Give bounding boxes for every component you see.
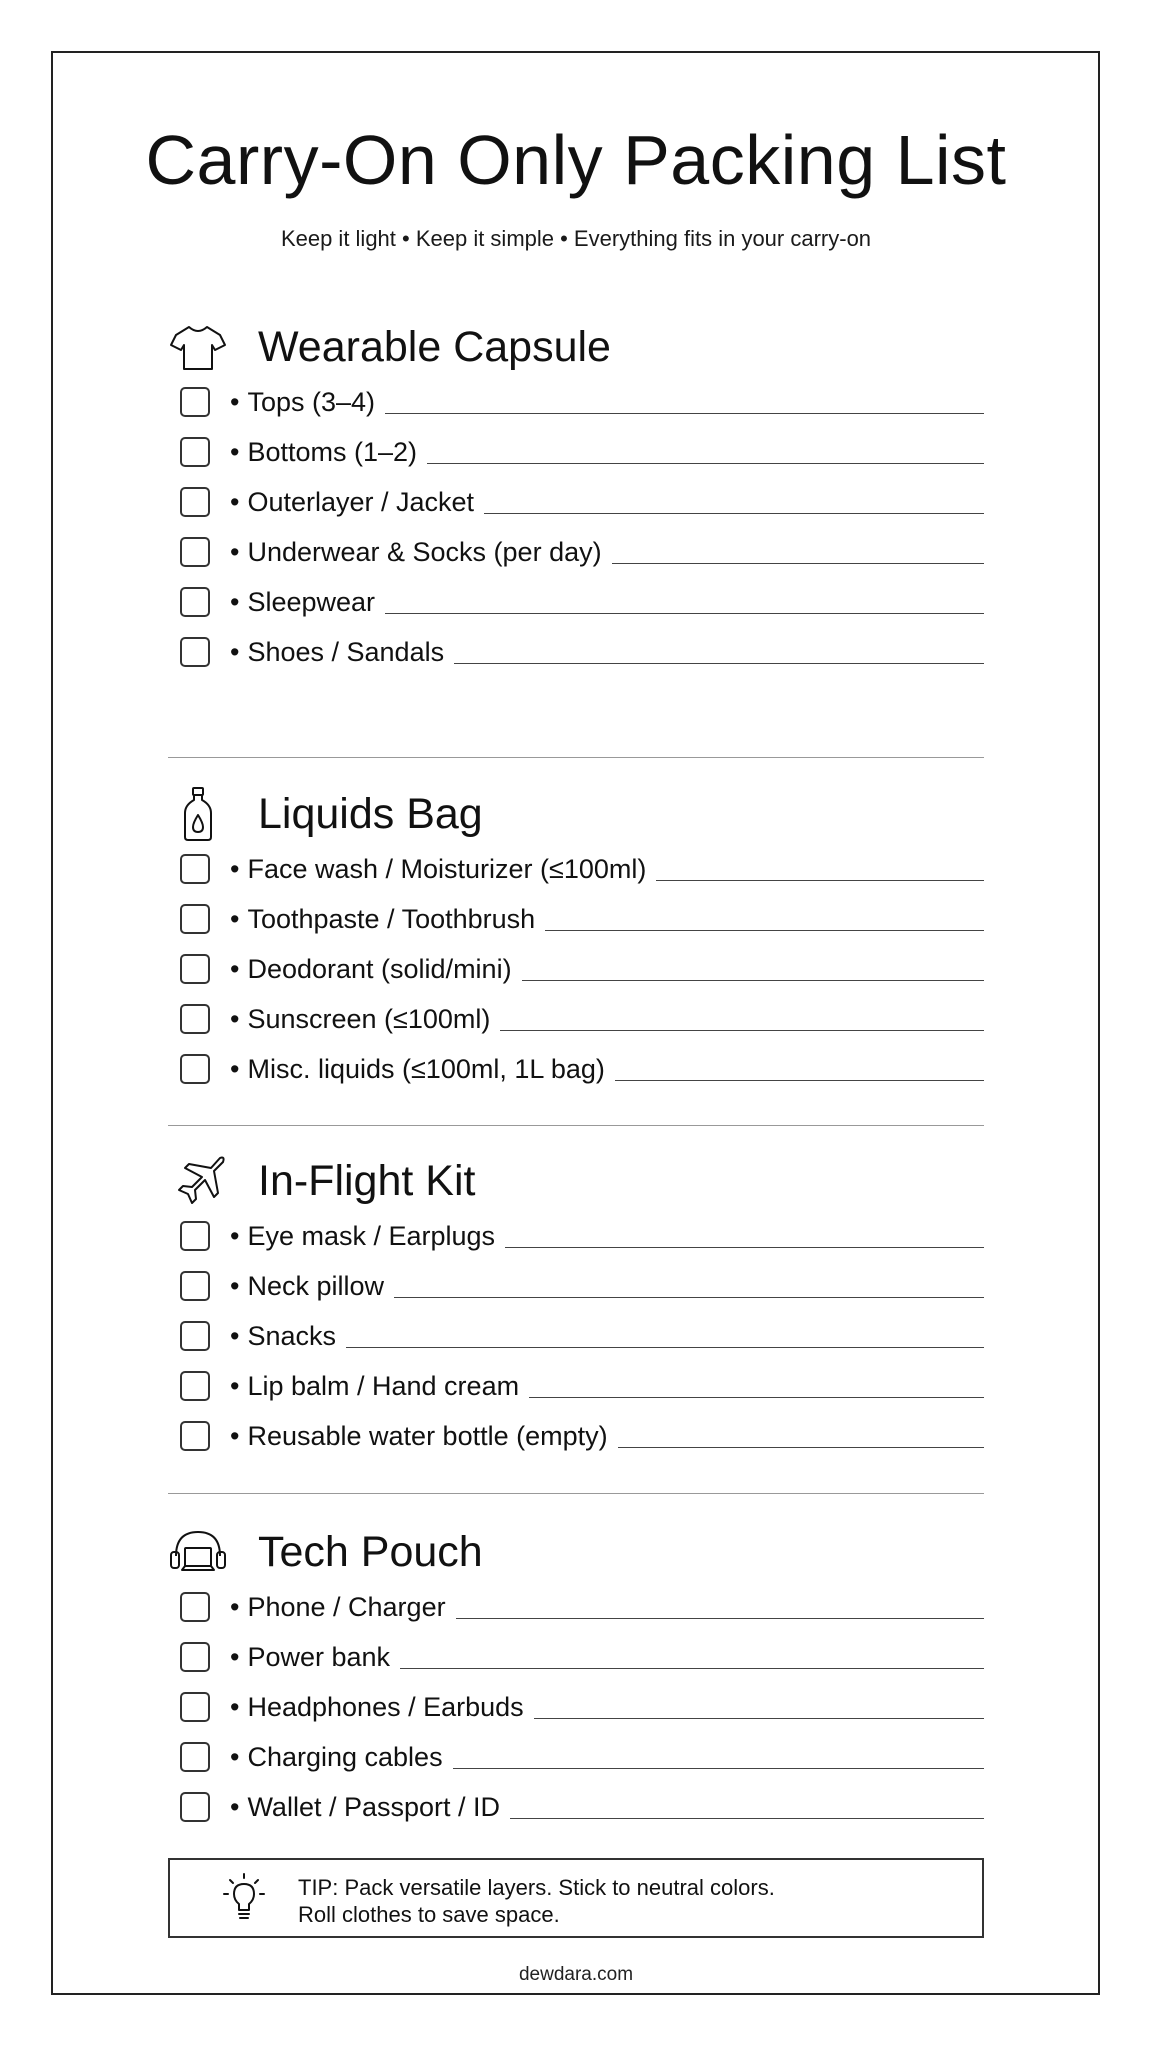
write-in-line[interactable] [500,1030,984,1031]
write-in-line[interactable] [394,1297,984,1298]
write-in-line[interactable] [612,563,984,564]
section-divider [168,757,984,758]
tip-text [298,1874,775,1928]
item-label: • Phone / Charger [230,1592,446,1623]
item-label: • Misc. liquids (≤100ml, 1L bag) [230,1054,605,1085]
write-in-line[interactable] [656,880,984,881]
list-item [168,844,984,894]
item-label: • Headphones / Earbuds [230,1692,524,1723]
checkbox[interactable] [180,854,210,884]
list-item [168,1682,984,1732]
section-liquids-bag [168,780,984,1094]
page-subtitle: Keep it light • Keep it simple • Everything fits in your carry-on [280,226,872,251]
section-header [168,313,984,377]
airplane-icon [168,1153,228,1209]
write-in-line[interactable] [505,1247,984,1248]
list-item [168,1411,984,1461]
write-in-line[interactable] [453,1768,984,1769]
section-tech-pouch [168,1518,984,1832]
list-item [168,627,984,677]
checkbox[interactable] [180,437,210,467]
checkbox[interactable] [180,904,210,934]
checklist [168,377,984,677]
write-in-line[interactable] [400,1668,984,1669]
list-item [168,527,984,577]
list-item [168,994,984,1044]
item-label: • Sleepwear [230,587,375,618]
item-label: • Wallet / Passport / ID [230,1792,500,1823]
tshirt-icon [168,319,228,375]
item-label: • Eye mask / Earplugs [230,1221,495,1252]
write-in-line[interactable] [385,413,984,414]
tip-box [168,1858,984,1938]
list-item [168,944,984,994]
item-label: • Deodorant (solid/mini) [230,954,512,985]
checklist [168,844,984,1094]
section-wearable-capsule [168,313,984,677]
section-title: Wearable Capsule [258,323,611,371]
list-item [168,1211,984,1261]
write-in-line[interactable] [522,980,984,981]
tip-line-2: Roll clothes to save space. [298,1902,560,1927]
item-label: • Neck pillow [230,1271,384,1302]
write-in-line[interactable] [534,1718,984,1719]
write-in-line[interactable] [510,1818,984,1819]
section-title: In-Flight Kit [258,1157,476,1205]
item-label: • Bottoms (1–2) [230,437,417,468]
write-in-line[interactable] [454,663,984,664]
list-item [168,1582,984,1632]
item-label: • Shoes / Sandals [230,637,444,668]
checkbox[interactable] [180,1792,210,1822]
list-item [168,477,984,527]
item-label: • Underwear & Socks (per day) [230,537,602,568]
write-in-line[interactable] [385,613,984,614]
checkbox[interactable] [180,1054,210,1084]
section-title: Tech Pouch [258,1528,483,1576]
write-in-line[interactable] [456,1618,984,1619]
checkbox[interactable] [180,1642,210,1672]
checkbox[interactable] [180,1692,210,1722]
section-title: Liquids Bag [258,790,483,838]
checkbox[interactable] [180,1221,210,1251]
list-item [168,1311,984,1361]
item-label: • Lip balm / Hand cream [230,1371,519,1402]
list-item [168,377,984,427]
section-header [168,1147,984,1211]
write-in-line[interactable] [618,1447,984,1448]
item-label: • Tops (3–4) [230,387,375,418]
item-label: • Charging cables [230,1742,443,1773]
checklist [168,1211,984,1461]
page-title: Carry-On Only Packing List [145,121,1007,199]
checkbox[interactable] [180,1371,210,1401]
write-in-line[interactable] [427,463,984,464]
item-label: • Face wash / Moisturizer (≤100ml) [230,854,646,885]
write-in-line[interactable] [545,930,984,931]
item-label: • Snacks [230,1321,336,1352]
headphones-laptop-icon [168,1524,228,1580]
section-header [168,1518,984,1582]
item-label: • Reusable water bottle (empty) [230,1421,608,1452]
item-label: • Sunscreen (≤100ml) [230,1004,490,1035]
checkbox[interactable] [180,1271,210,1301]
list-item [168,1361,984,1411]
checkbox[interactable] [180,1421,210,1451]
checklist [168,1582,984,1832]
section-divider [168,1493,984,1494]
section-in-flight-kit [168,1147,984,1461]
checkbox[interactable] [180,1004,210,1034]
checkbox[interactable] [180,954,210,984]
checkbox[interactable] [180,387,210,417]
checkbox[interactable] [180,1592,210,1622]
list-item [168,894,984,944]
write-in-line[interactable] [615,1080,984,1081]
checkbox[interactable] [180,587,210,617]
item-label: • Toothpaste / Toothbrush [230,904,535,935]
write-in-line[interactable] [529,1397,984,1398]
section-header [168,780,984,844]
list-item [168,1632,984,1682]
bottle-icon [168,786,228,842]
list-item [168,1782,984,1832]
checkbox[interactable] [180,487,210,517]
write-in-line[interactable] [346,1347,984,1348]
item-label: • Power bank [230,1642,390,1673]
list-item [168,577,984,627]
checkbox[interactable] [180,1742,210,1772]
checkbox[interactable] [180,537,210,567]
item-label: • Outerlayer / Jacket [230,487,474,518]
list-item [168,1732,984,1782]
list-item [168,427,984,477]
section-divider [168,1125,984,1126]
lightbulb-icon [222,1872,266,1926]
write-in-line[interactable] [484,513,984,514]
checkbox[interactable] [180,637,210,667]
footer-website: dewdara.com [518,1964,634,1985]
list-item [168,1044,984,1094]
tip-line-1: TIP: Pack versatile layers. Stick to neutral colors. [298,1875,775,1900]
list-item [168,1261,984,1311]
checkbox[interactable] [180,1321,210,1351]
